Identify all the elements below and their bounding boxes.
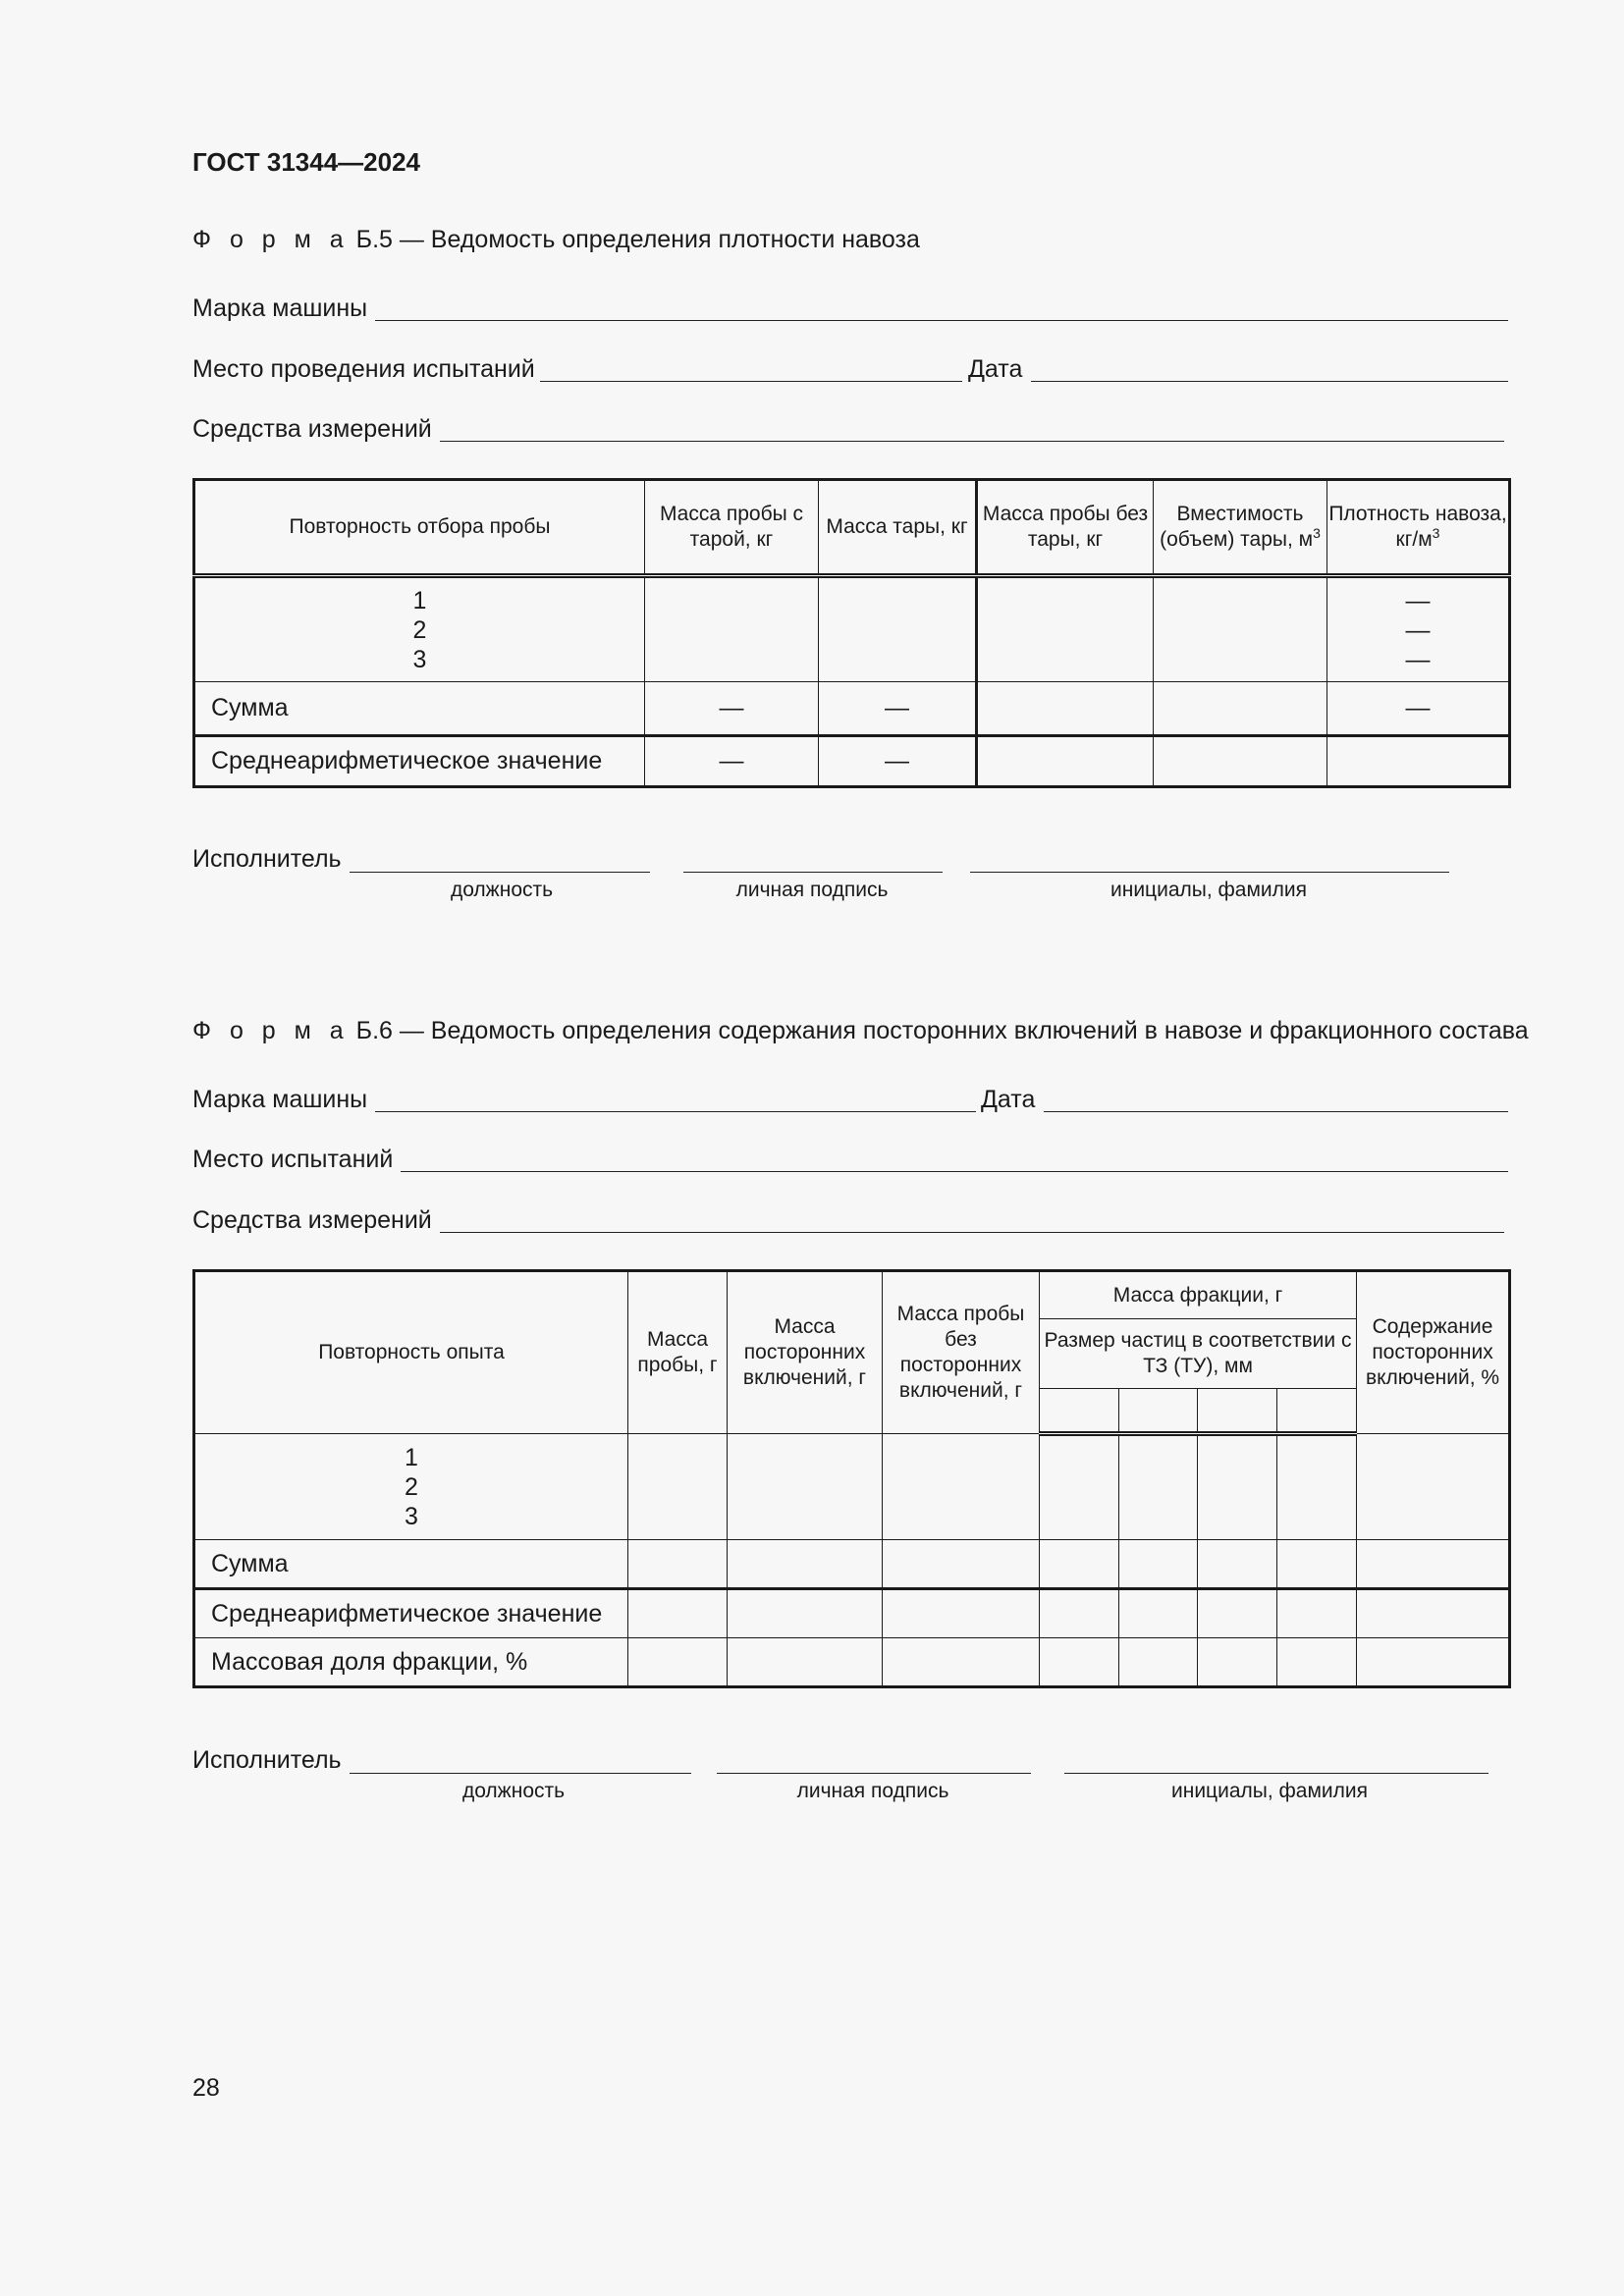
table-cell[interactable] <box>1357 1638 1510 1687</box>
dash-mark: — <box>1327 682 1510 736</box>
table-cell[interactable] <box>1198 1434 1277 1540</box>
repetition-number: 1 <box>412 586 427 614</box>
table-cell[interactable] <box>977 576 1154 682</box>
b5-col-mass-without-tare: Масса пробы без тары, кг <box>977 480 1154 576</box>
table-cell[interactable] <box>977 682 1154 736</box>
dash-mark: — <box>1405 615 1431 644</box>
b6-col-clean-mass: Масса пробы без посторонних включений, г <box>883 1271 1040 1434</box>
table-cell[interactable] <box>1119 1638 1198 1687</box>
table-cell[interactable] <box>1277 1589 1357 1638</box>
form-b6-title-prefix: Ф о р м а <box>192 1017 350 1044</box>
table-cell[interactable] <box>628 1589 728 1638</box>
b6-name-line[interactable] <box>1064 1773 1489 1774</box>
b6-signature-caption: личная подпись <box>796 1780 949 1802</box>
table-cell[interactable] <box>728 1540 883 1589</box>
table-cell[interactable] <box>728 1589 883 1638</box>
repetition-number: 2 <box>405 1472 418 1501</box>
b5-machine-input-line[interactable] <box>375 320 1508 321</box>
table-cell[interactable] <box>1119 1589 1198 1638</box>
b5-col-volume <box>1154 480 1327 576</box>
b5-mean-label: Среднеарифметическое значение <box>194 736 645 787</box>
table-cell[interactable] <box>1040 1589 1119 1638</box>
b6-place-input-line[interactable] <box>401 1171 1508 1172</box>
table-cell[interactable] <box>645 576 819 682</box>
b6-col-repetition: Повторность опыта <box>194 1271 628 1434</box>
b6-position-caption: должность <box>461 1780 566 1802</box>
dash-mark: — <box>645 736 819 787</box>
table-cell[interactable] <box>883 1638 1040 1687</box>
b5-signature-line[interactable] <box>683 872 943 873</box>
b6-mean-label: Среднеарифметическое значение <box>194 1589 628 1638</box>
table-cell[interactable] <box>1040 1434 1119 1540</box>
b6-signature-line[interactable] <box>717 1773 1031 1774</box>
b6-instruments-input-line[interactable] <box>440 1232 1504 1233</box>
b6-date-label: Дата <box>981 1086 1036 1113</box>
table-cell[interactable] <box>1357 1589 1510 1638</box>
b5-col-tare-mass: Масса тары, кг <box>819 480 977 576</box>
table-cell[interactable] <box>883 1434 1040 1540</box>
b6-machine-input-line[interactable] <box>375 1111 976 1112</box>
b5-signature-caption: личная подпись <box>735 879 889 901</box>
b5-place-label: Место проведения испытаний <box>192 355 535 383</box>
b6-sum-label: Сумма <box>194 1540 628 1589</box>
b6-fraction-table <box>192 1269 1511 1688</box>
table-cell[interactable] <box>1277 1540 1357 1589</box>
form-b6-title <box>192 1017 1529 1045</box>
b6-col-fraction-mass: Масса фракции, г <box>1040 1271 1357 1319</box>
table-cell[interactable] <box>628 1434 728 1540</box>
table-cell[interactable] <box>819 576 977 682</box>
b5-repetition-row <box>194 576 1510 682</box>
b6-fraction-share-row <box>194 1638 1510 1687</box>
b6-size-subcol[interactable] <box>1198 1389 1277 1434</box>
table-cell[interactable] <box>1198 1638 1277 1687</box>
b6-col-foreign-content: Содержание посторонних включений, % <box>1357 1271 1510 1434</box>
table-cell[interactable] <box>628 1638 728 1687</box>
repetition-number: 3 <box>405 1502 418 1530</box>
b5-mean-row <box>194 736 1510 787</box>
b5-position-caption: должность <box>450 879 554 901</box>
b6-machine-label: Марка машины <box>192 1086 368 1113</box>
b6-instruments-label: Средства измерений <box>192 1206 432 1234</box>
b5-name-line[interactable] <box>970 872 1449 873</box>
dash-mark: — <box>819 682 977 736</box>
form-b5-title-prefix: Ф о р м а <box>192 226 350 253</box>
b6-position-line[interactable] <box>350 1773 691 1774</box>
b6-name-caption: инициалы, фамилия <box>1171 1780 1368 1802</box>
table-cell[interactable] <box>1327 736 1510 787</box>
b6-col-foreign-mass: Масса посторонних включений, г <box>728 1271 883 1434</box>
table-cell[interactable] <box>1198 1589 1277 1638</box>
table-cell[interactable] <box>1357 1434 1510 1540</box>
b6-repetition-row <box>194 1434 1510 1540</box>
b5-col-volume-sup: 3 <box>1313 525 1321 541</box>
b6-mean-row <box>194 1589 1510 1638</box>
table-cell[interactable] <box>1357 1540 1510 1589</box>
table-cell[interactable] <box>1154 682 1327 736</box>
b5-density-table <box>192 478 1511 788</box>
b5-instruments-input-line[interactable] <box>440 441 1504 442</box>
dash-mark: — <box>645 682 819 736</box>
b6-sum-row <box>194 1540 1510 1589</box>
table-cell[interactable] <box>883 1589 1040 1638</box>
b5-header-row <box>194 480 1510 576</box>
table-cell[interactable] <box>883 1540 1040 1589</box>
b5-repetition-numbers <box>194 576 645 682</box>
form-b5-title <box>192 226 920 254</box>
b6-size-subcol[interactable] <box>1040 1389 1119 1434</box>
table-cell[interactable] <box>1119 1540 1198 1589</box>
table-cell[interactable] <box>1119 1434 1198 1540</box>
table-cell[interactable] <box>1198 1540 1277 1589</box>
table-cell[interactable] <box>728 1638 883 1687</box>
table-cell[interactable] <box>977 736 1154 787</box>
b6-size-subcol[interactable] <box>1277 1389 1357 1434</box>
b5-date-input-line[interactable] <box>1031 381 1508 382</box>
b5-sum-row <box>194 682 1510 736</box>
b5-col-density-text: Плотность навоза, кг/м <box>1328 503 1507 551</box>
repetition-number: 2 <box>412 615 427 644</box>
table-cell[interactable] <box>1154 576 1327 682</box>
b5-col-volume-text: Вместимость (объем) тары, м <box>1160 503 1314 551</box>
table-cell[interactable] <box>1040 1540 1119 1589</box>
b6-place-label: Место испытаний <box>192 1146 394 1173</box>
b5-place-input-line[interactable] <box>540 381 962 382</box>
b5-instruments-label: Средства измерений <box>192 415 432 443</box>
b6-col-particle-size: Размер частиц в соответствии с ТЗ (ТУ), мм <box>1040 1319 1357 1389</box>
table-cell[interactable] <box>1277 1434 1357 1540</box>
b5-col-mass-with-tare: Масса пробы с тарой, кг <box>645 480 819 576</box>
b5-sum-label: Сумма <box>194 682 645 736</box>
table-cell[interactable] <box>1040 1638 1119 1687</box>
dash-mark: — <box>1405 586 1431 614</box>
b6-fraction-share-label: Массовая доля фракции, % <box>194 1638 628 1687</box>
table-cell[interactable] <box>1277 1638 1357 1687</box>
b6-size-subcol[interactable] <box>1119 1389 1198 1434</box>
table-cell[interactable] <box>1154 736 1327 787</box>
table-cell[interactable] <box>628 1540 728 1589</box>
b5-executor-label: Исполнитель <box>192 845 342 873</box>
form-b5-title-text: Б.5 — Ведомость определения плотности навоза <box>355 226 920 253</box>
b6-date-input-line[interactable] <box>1044 1111 1508 1112</box>
b5-density-dashes <box>1327 576 1510 682</box>
b5-machine-label: Марка машины <box>192 294 368 322</box>
dash-mark: — <box>819 736 977 787</box>
b5-col-repetition: Повторность отбора пробы <box>194 480 645 576</box>
table-cell[interactable] <box>728 1434 883 1540</box>
b6-col-sample-mass: Масса пробы, г <box>628 1271 728 1434</box>
document-code: ГОСТ 31344—2024 <box>192 147 420 177</box>
b5-name-caption: инициалы, фамилия <box>1110 879 1307 901</box>
form-b6-title-text: Б.6 — Ведомость определения содержания посторонних включений в навозе и фракционного состава <box>355 1017 1529 1044</box>
b5-col-density-sup: 3 <box>1432 525 1440 541</box>
b6-repetition-numbers <box>194 1434 628 1540</box>
b5-col-density <box>1327 480 1510 576</box>
page-number: 28 <box>192 2074 220 2102</box>
dash-mark: — <box>1405 645 1431 673</box>
b5-date-label: Дата <box>968 355 1023 383</box>
b6-executor-label: Исполнитель <box>192 1746 342 1774</box>
b5-position-line[interactable] <box>350 872 650 873</box>
repetition-number: 1 <box>405 1443 418 1471</box>
b6-header-row-1 <box>194 1271 1510 1319</box>
repetition-number: 3 <box>412 645 427 673</box>
